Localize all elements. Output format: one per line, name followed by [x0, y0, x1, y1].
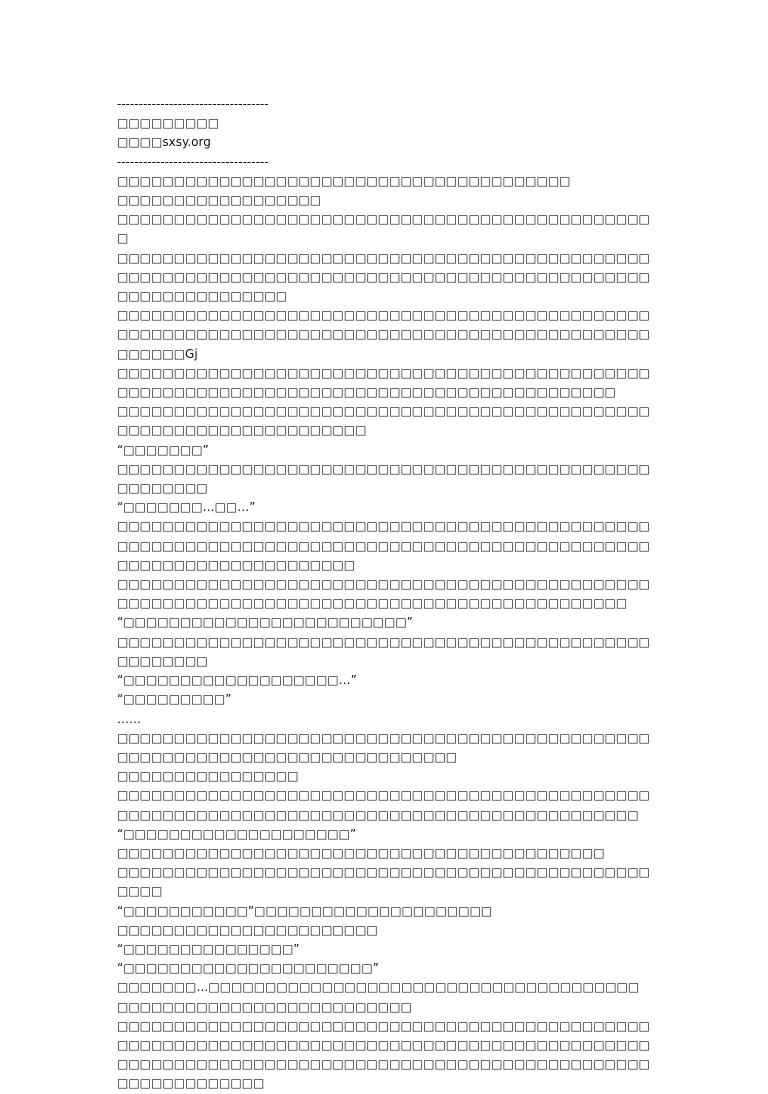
- paragraph: □□□□□□□□□□□□□□□□□□□□□□□□□□□□□□□□□□□□□□□□□□□□□□□□□□□□□□□□□□□□□□□□□□□□□□□□□□□□□□□□□□□□□□□□□□□□□□□□□□□□□□□□□□□□□□□□□□□: [117, 519, 650, 572]
- paragraph: □□□□□□□□□□□□□□□□: [117, 769, 299, 784]
- paragraph: □□□□□□□□□□□□□□□□□□□□□□□□□□□□□□□□□□□□□□□□□□□□□□□□□□□□□□□: [117, 461, 650, 496]
- dialogue-line: “□□□□□□□□□□□□□□□□□□□□”: [117, 826, 357, 841]
- paragraph: □□□□□□□□□□□□□□□□□□□□□□□□□□□□□□□□□□□□□□□□□□□□□□□□□□□□□□□□□□□□□□□□□□□□□□□□□□□□□□□□□□□□□□□□□□□□□: [117, 788, 650, 822]
- dialogue-line: “□□□□□□□□□□□□□□□”: [117, 941, 300, 956]
- document-title: □□□□□□□□□: [117, 116, 220, 131]
- paragraph: □□□□□□□□□□□□□□□□□□□□□□□□□□□□□□□□□□□□□□□□: [117, 173, 571, 188]
- separator-line: -----------------------------------: [117, 97, 269, 111]
- separator-line: -----------------------------------: [117, 154, 269, 169]
- paragraph: □□□□□□□□□□□□□□□□□□□□□□□□□□□□□□□□□□□□□□□□□□□□□□□□□□□□□□□□□□□□□□□□□□□□□□□□□□□□□□□□□□□□□□□□□□□: [117, 365, 650, 400]
- paragraph: □□□□□□□□□□□□□□□□□□□□□□□□□□□□□□□□□□□□□□□□□□□: [117, 845, 605, 860]
- paragraph: □□□□□□□□□□□□□□□□□□□□□□□□□□□□□□□□□□□□□□□□□□□□□□□□: [117, 212, 650, 246]
- dialogue-line: “□□□□□□□□□□□□□□□□□□□…”: [117, 673, 357, 688]
- ellipsis-line: ……: [117, 711, 141, 726]
- dialogue-line: “□□□□□□□□□□□□□□□□□□□□□□”: [117, 961, 379, 976]
- paragraph: □□□□□□□□□□□□□□□□□□: [117, 193, 322, 208]
- paragraph: □□□□□□□□□□□□□□□□□□□□□□□□□□□□□□□□□□□□□□□□□□□□□□□□□□□□□□□□□□□□□□□□□□□□□□□□□□□□□□□□□□□□□□□□□□□□□□□□□□□□Gj: [117, 308, 650, 361]
- paragraph: □□□□□□□□□□□□□□□□□□□□□□□□□□□□□□□□□□□□□□□□□□□□□□□□□□□□□□□□□□□□□□□□□□□□□□□□□□□□□□□□□□□□□□□□□□□□□□□□□□□□□□□□□□□□□: [117, 250, 650, 304]
- dialogue-line: “□□□□□□□”: [117, 442, 209, 457]
- source-line: □□□□sxsy.org: [117, 135, 211, 150]
- paragraph: □□□□□□□□□□□□□□□□□□□□□□□□□□□□□□□□□□□□□□□□□□□□□□□□□□□□□□□□□□□□□□□□□□□□□□□□□□□□□□□□□□□□□□□□□□□□□□□□□□□□□□□□□□□□□□□□□□□□□□□□□□□□□□□□□□□□□□□□□□□□□□□□□□□□□□□□□□: [117, 1018, 650, 1091]
- paragraph: □□□□□□□…□□□□□□□□□□□□□□□□□□□□□□□□□□□□□□□□□□□□□□□□□□□□□□□□□□□□□□□□□□□□□□□□: [117, 980, 640, 1014]
- dialogue-line: “□□□□□□□□□□□□□□□□□□□□□□□□□”: [117, 615, 413, 630]
- paragraph: □□□□□□□□□□□□□□□□□□□□□□□□□□□□□□□□□□□□□□□□□□□□□□□□□□□: [117, 865, 650, 899]
- paragraph: □□□□□□□□□□□□□□□□□□□□□□□□□□□□□□□□□□□□□□□□□□□□□□□□□□□□□□□□□□□□□□□□□□□□□□□□□□□□□: [117, 730, 650, 764]
- dialogue-line: “□□□□□□□□□”: [117, 692, 232, 707]
- paragraph: □□□□□□□□□□□□□□□□□□□□□□□□□□□□□□□□□□□□□□□□□□□□□□□□□□□□□□□□□□□□□□□□□□□□□□□□□□□□□□□□□□□□□□□□□□□□: [117, 577, 650, 611]
- paragraph: □□□□□□□□□□□□□□□□□□□□□□□: [117, 922, 378, 937]
- paragraph: □□□□□□□□□□□□□□□□□□□□□□□□□□□□□□□□□□□□□□□□□□□□□□□□□□□□□□□□□□□□□□□□□□□□□: [117, 404, 650, 438]
- dialogue-line: “□□□□□□□…□□…”: [117, 500, 256, 515]
- dialogue-line: “□□□□□□□□□□□”□□□□□□□□□□□□□□□□□□□□□: [117, 903, 493, 918]
- paragraph: □□□□□□□□□□□□□□□□□□□□□□□□□□□□□□□□□□□□□□□□□□□□□□□□□□□□□□□: [117, 634, 650, 668]
